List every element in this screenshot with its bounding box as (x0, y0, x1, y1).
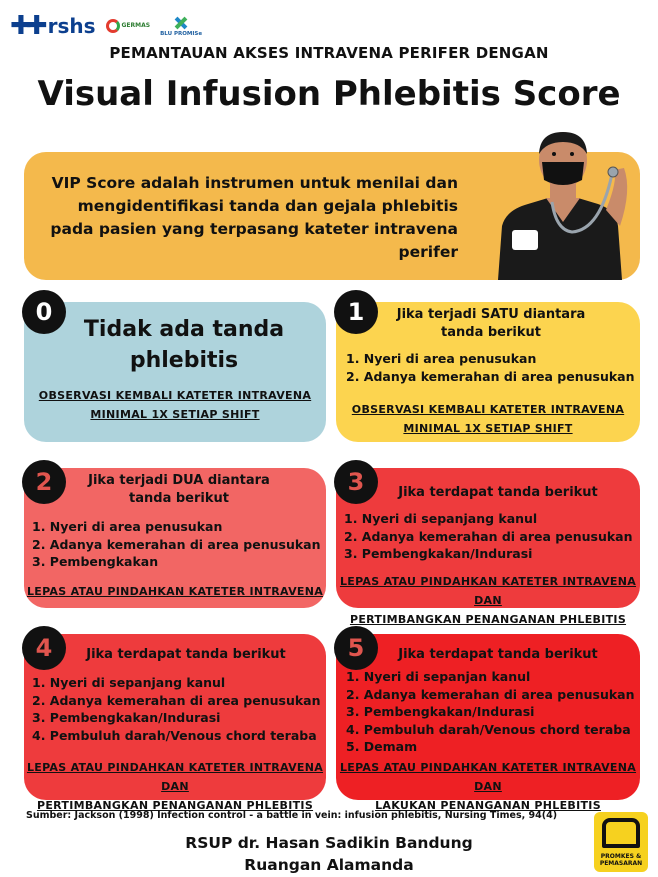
card-sign-list (32, 518, 321, 571)
score-number-3: 3 (334, 460, 378, 504)
germas-icon (106, 19, 120, 33)
list-item: 2. Adanya kemerahan di area penusukan (32, 692, 321, 708)
list-item: 4. Pembuluh darah/Venous chord teraba (32, 727, 317, 743)
card-sign-list (344, 510, 633, 563)
promkes-logo (594, 812, 648, 872)
score-card-3 (336, 468, 640, 626)
card-heading (54, 646, 318, 664)
list-item: 4. Pembuluh darah/Venous chord teraba (346, 721, 631, 737)
list-item: 1. Nyeri di area penusukan (346, 351, 537, 366)
page-title: Visual Infusion Phlebitis Score (37, 74, 621, 114)
promkes-line: PROMKES & (600, 853, 642, 860)
score-number-2: 2 (22, 460, 66, 504)
score-card-1 (336, 302, 640, 442)
list-item: 2. Adanya kemerahan di area penusukan (346, 368, 635, 384)
page-subtitle: PEMANTAUAN AKSES INTRAVENA PERIFER DENGAN (109, 44, 549, 62)
card-action-note (24, 582, 326, 601)
card-action-line: PERTIMBANGKAN PENANGANAN PHLEBITIS (349, 613, 627, 626)
list-item: 1. Nyeri di sepanjan kanul (346, 669, 531, 684)
list-item: 1. Nyeri di area penusukan (32, 519, 223, 534)
card-action-note (336, 400, 640, 438)
card-heading-line: tanda berikut (441, 325, 541, 340)
intro-text (28, 172, 458, 264)
list-item: 2. Adanya kemerahan di area penusukan (346, 686, 635, 702)
card-action-note (336, 572, 640, 629)
organization-name (0, 832, 658, 876)
promkes-logo-icon (602, 818, 640, 848)
list-item: 2. Adanya kemerahan di area penusukan (32, 536, 321, 552)
card-heading-line: Jika terdapat tanda berikut (86, 647, 286, 662)
blu-promise-logo (160, 15, 202, 37)
list-item: 5. Demam (346, 739, 418, 754)
card-heading (366, 484, 630, 502)
promkes-line: PEMASARAN (599, 860, 643, 867)
card-heading-line: phlebitis (129, 348, 239, 373)
blu-promise-logo-text: BLU PROMISe (160, 31, 203, 37)
score-card-4 (24, 634, 326, 812)
intro-line: perifer (398, 243, 458, 261)
card-action-note (24, 386, 326, 424)
list-item: 3. Pembengkakan (32, 554, 159, 569)
card-action-line: OBSERVASI KEMBALI KATETER INTRAVENA (38, 389, 312, 402)
card-heading (366, 646, 630, 664)
card-action-line: LEPAS ATAU PINDAHKAN KATETER INTRAVENA DAN (26, 761, 324, 793)
list-item: 1. Nyeri di sepanjang kanul (32, 675, 226, 690)
card-action-line: OBSERVASI KEMBALI KATETER INTRAVENA (351, 403, 625, 416)
card-heading-line: Jika terdapat tanda berikut (398, 485, 598, 500)
germas-logo (106, 19, 151, 33)
rshs-cross-icon: ✚✚ (10, 11, 42, 41)
card-heading-line: Tidak ada tanda (83, 317, 285, 342)
nurse-illustration (488, 130, 638, 280)
card-action-line: MINIMAL 1X SETIAP SHIFT (90, 408, 260, 421)
list-item: 3. Pembengkakan/Indurasi (32, 710, 221, 725)
card-heading-line: Jika terjadi SATU diantara (396, 307, 586, 322)
card-sign-list (32, 674, 321, 744)
card-action-line: PERTIMBANGKAN PENANGANAN PHLEBITIS (36, 799, 314, 812)
card-heading-line: tanda berikut (129, 491, 229, 506)
germas-logo-text: GERMAS (121, 21, 151, 29)
card-heading (366, 306, 616, 342)
score-card-0 (24, 302, 326, 442)
score-number-4: 4 (22, 626, 66, 670)
list-item: 3. Pembengkakan/Indurasi (346, 704, 535, 719)
score-number-1: 1 (334, 290, 378, 334)
card-action-line: LEPAS ATAU PINDAHKAN KATETER INTRAVENA DAN (339, 575, 637, 607)
rshs-logo (10, 13, 96, 39)
rshs-logo-text: rshs (47, 14, 96, 38)
promkes-logo-text (594, 853, 648, 867)
card-action-line: LEPAS ATAU PINDAHKAN KATETER INTRAVENA (26, 585, 324, 598)
card-heading (54, 314, 314, 376)
card-heading (54, 472, 304, 508)
intro-line: pada pasien yang terpasang kateter intravena (50, 220, 458, 238)
card-action-note (336, 758, 640, 815)
score-card-2 (24, 468, 326, 608)
score-number-5: 5 (334, 626, 378, 670)
list-item: 3. Pembengkakan/Indurasi (344, 546, 533, 561)
card-sign-list (346, 350, 635, 385)
score-number-0: 0 (22, 290, 66, 334)
list-item: 2. Adanya kemerahan di area penusukan (344, 528, 633, 544)
card-action-note (24, 758, 326, 815)
header-logos (10, 8, 202, 44)
card-sign-list (346, 668, 635, 756)
card-action-line: LAKUKAN PENANGANAN PHLEBITIS (375, 799, 601, 812)
organization-line: RSUP dr. Hasan Sadikin Bandung (185, 834, 473, 852)
card-heading-line: Jika terjadi DUA diantara (88, 473, 270, 488)
source-citation: Sumber: Jackson (1998) Infection control - a battle in vein: infusion phlebitis, Nursing Times, 94(4) (26, 810, 558, 821)
intro-line: mengidentifikasi tanda dan gejala phlebitis (77, 197, 458, 215)
card-action-line: LEPAS ATAU PINDAHKAN KATETER INTRAVENA DAN (339, 761, 637, 793)
blu-promise-icon (173, 15, 189, 31)
card-heading-line: Jika terdapat tanda berikut (398, 647, 598, 662)
card-action-line: MINIMAL 1X SETIAP SHIFT (403, 422, 573, 435)
intro-line: VIP Score adalah instrumen untuk menilai dan (51, 174, 458, 192)
organization-line: Ruangan Alamanda (244, 856, 414, 874)
score-card-5 (336, 634, 640, 812)
list-item: 1. Nyeri di sepanjang kanul (344, 511, 538, 526)
